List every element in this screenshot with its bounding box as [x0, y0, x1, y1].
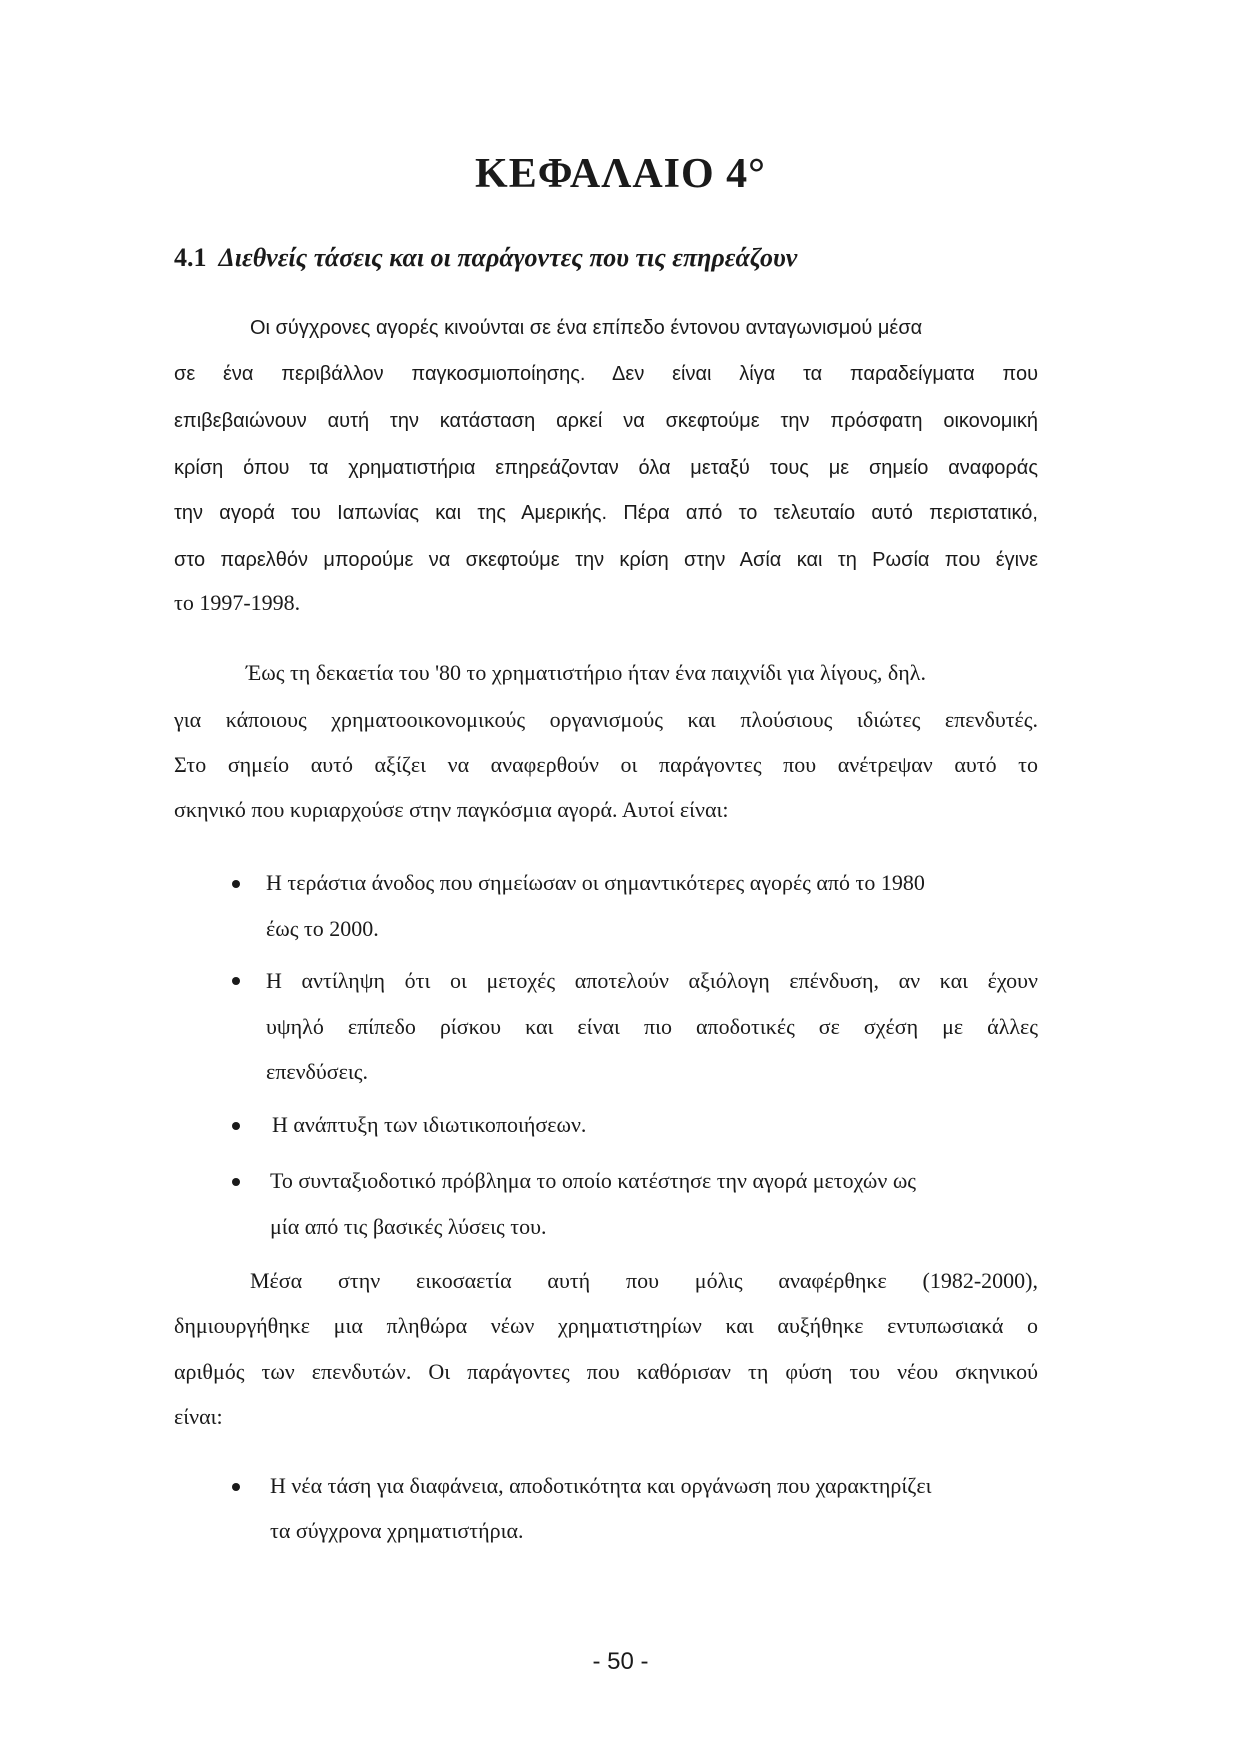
paragraph-1-line-1: Οι σύγχρονες αγορές κινούνται σε ένα επίπεδο έντονου ανταγωνισμού μέσα: [250, 317, 923, 339]
paragraph-2-line-2: για κάποιους χρηματοοικονομικούς οργανισμούς και πλούσιους ιδιώτες επενδυτές.: [174, 707, 1038, 732]
bullet-icon: [232, 880, 240, 888]
paragraph-1-line-2: σε ένα περιβάλλον παγκοσμιοποίησης. Δεν είναι λίγα τα παραδείγματα που: [174, 363, 1038, 385]
bullet-5-line-2: τα σύγχρονα χρηματιστήρια.: [270, 1518, 524, 1543]
bullet-4-line-1: Το συνταξιοδοτικό πρόβλημα το οποίο κατέστησε την αγορά μετοχών ως: [270, 1168, 917, 1193]
bullet-icon: [232, 1178, 240, 1186]
bullet-icon: [232, 977, 240, 985]
bullet-icon: [232, 1483, 240, 1491]
paragraph-1-line-6: στο παρελθόν μπορούμε να σκεφτούμε την κρίση στην Ασία και τη Ρωσία που έγινε: [174, 549, 1038, 571]
bullet-1-line-2: έως το 2000.: [266, 916, 379, 941]
bullet-2-line-1: Η αντίληψη ότι οι μετοχές αποτελούν αξιόλογη επένδυση, αν και έχουν: [266, 968, 1038, 993]
section-title: Διεθνείς τάσεις και οι παράγοντες που τις επηρεάζουν: [218, 243, 798, 272]
paragraph-2-line-1: Έως τη δεκαετία του '80 το χρηματιστήριο ήταν ένα παιχνίδι για λίγους, δηλ.: [246, 660, 926, 685]
paragraph-1-line-4: κρίση όπου τα χρηματιστήρια επηρεάζονταν όλα μεταξύ τους με σημείο αναφοράς: [174, 457, 1038, 479]
bullet-icon: [232, 1122, 240, 1130]
section-number: 4.1: [174, 243, 207, 272]
paragraph-1-line-3: επιβεβαιώνουν αυτή την κατάσταση αρκεί να σκεφτούμε την πρόσφατη οικονομική: [174, 410, 1038, 432]
bullet-5-line-1: Η νέα τάση για διαφάνεια, αποδοτικότητα και οργάνωση που χαρακτηρίζει: [270, 1473, 932, 1498]
bullet-2-line-3: επενδύσεις.: [266, 1059, 369, 1084]
chapter-title: ΚΕΦΑΛΑΙΟ 4°: [475, 151, 766, 197]
paragraph-1-line-5: την αγορά του Ιαπωνίας και της Αμερικής. Πέρα από το τελευταίο αυτό περιστατικό,: [174, 502, 1038, 524]
paragraph-3-line-2: δημιουργήθηκε μια πληθώρα νέων χρηματιστηρίων και αυξήθηκε εντυπωσιακά ο: [174, 1313, 1038, 1338]
bullet-4-line-2: μία από τις βασικές λύσεις του.: [270, 1214, 547, 1239]
paragraph-2-line-3: Στο σημείο αυτό αξίζει να αναφερθούν οι παράγοντες που ανέτρεψαν αυτό το: [174, 752, 1038, 777]
paragraph-1-line-7: το 1997-1998.: [174, 590, 301, 615]
paragraph-2-line-4: σκηνικό που κυριαρχούσε στην παγκόσμια αγορά. Αυτοί είναι:: [174, 797, 729, 822]
bullet-3-line-1: Η ανάπτυξη των ιδιωτικοποιήσεων.: [272, 1112, 587, 1137]
page-number: - 50 -: [592, 1648, 649, 1675]
bullet-1-line-1: Η τεράστια άνοδος που σημείωσαν οι σημαντικότερες αγορές από το 1980: [266, 870, 925, 895]
bullet-2-line-2: υψηλό επίπεδο ρίσκου και είναι πιο αποδοτικές σε σχέση με άλλες: [266, 1014, 1038, 1039]
paragraph-3-line-4: είναι:: [174, 1404, 223, 1429]
paragraph-3-line-1: Μέσα στην εικοσαετία αυτή που μόλις αναφέρθηκε (1982-2000),: [250, 1268, 1038, 1293]
paragraph-3-line-3: αριθμός των επενδυτών. Οι παράγοντες που καθόρισαν τη φύση του νέου σκηνικού: [174, 1359, 1038, 1384]
section-heading: [174, 243, 797, 273]
